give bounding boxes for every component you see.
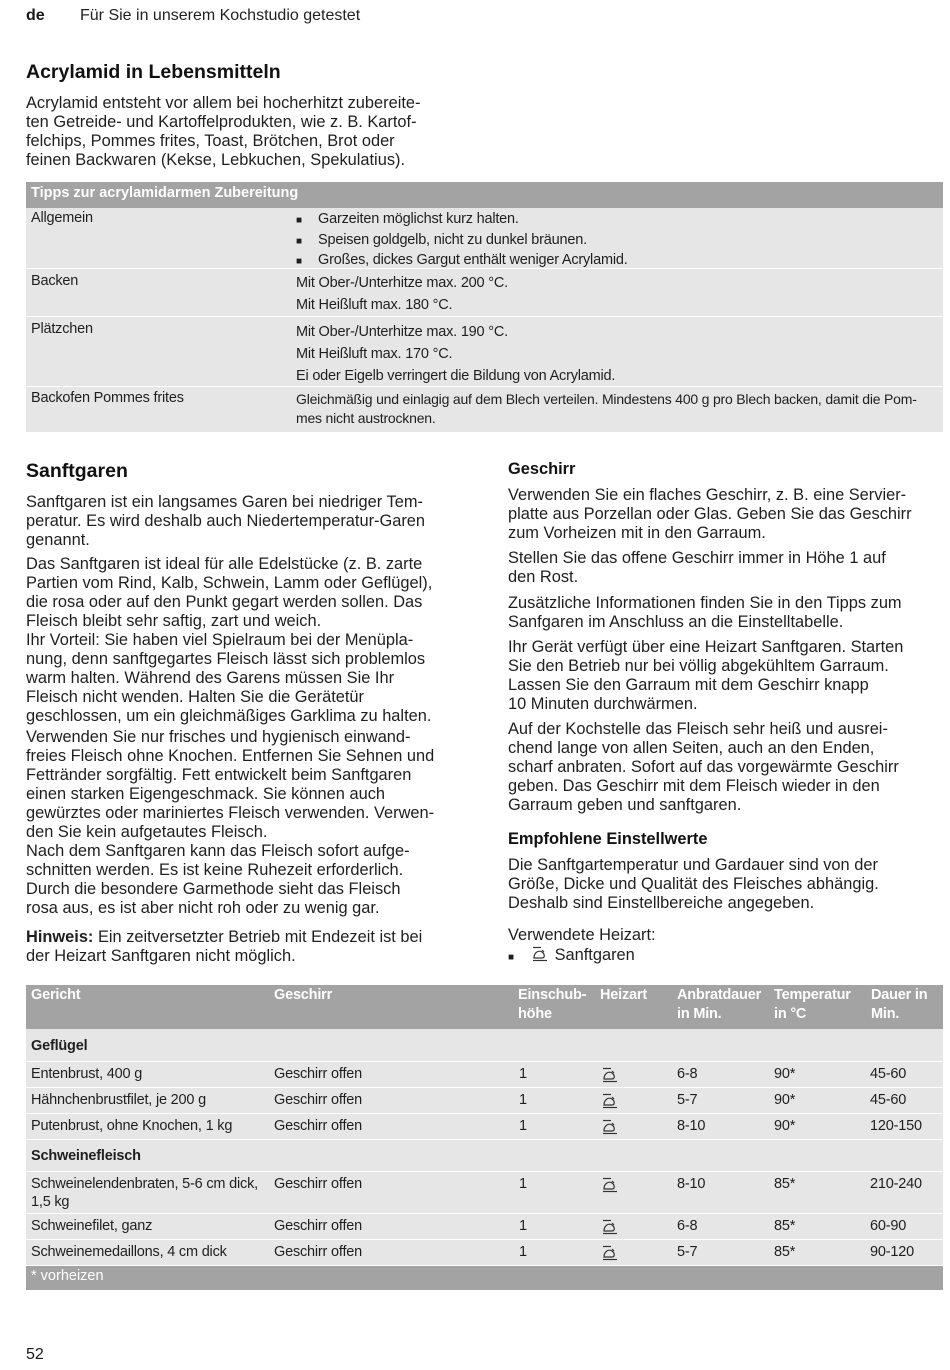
- tips-row-label: Allgemein: [31, 210, 93, 226]
- col-header-geschirr: Geschirr: [274, 987, 333, 1003]
- text-line: Partien vom Rind, Kalb, Schwein, Lamm oder Geflügel),: [26, 574, 433, 592]
- tips-table-title: Tipps zur acrylamidarmen Zubereitung: [31, 185, 299, 201]
- text-line: Nach dem Sanftgaren kann das Fleisch sofort aufge-: [26, 842, 410, 860]
- slow-cook-icon: [530, 946, 550, 962]
- cell-gericht: [31, 1175, 258, 1211]
- slow-cook-icon: [600, 1093, 620, 1109]
- text-line: Sanfgaren im Anschluss an die Einstelltabelle.: [508, 613, 844, 631]
- bullet-item: ■ Speisen goldgelb, nicht zu dunkel bräunen.: [296, 231, 628, 252]
- row-divider: [26, 1061, 943, 1062]
- text-line: Entenbrust, 400 g: [31, 1066, 143, 1082]
- text-line: Schweinefilet, ganz: [31, 1218, 153, 1234]
- cell-geschirr: Geschirr offen: [274, 1244, 363, 1260]
- text-line: peratur. Es wird deshalb auch Niedertemperatur-Garen: [26, 512, 426, 530]
- text-line: Deshalb sind Einstellbereiche angegeben.: [508, 894, 815, 912]
- sanftgaren-paragraph: [26, 493, 425, 550]
- slow-cook-icon: [600, 1067, 620, 1083]
- tips-row-content: [296, 390, 917, 428]
- bullet-square-icon: ■: [296, 256, 302, 267]
- slow-cook-icon: [600, 1119, 620, 1135]
- cell-geschirr: Geschirr offen: [274, 1066, 363, 1082]
- text-line: einen starken Eigengeschmack. Sie können auch: [26, 785, 386, 803]
- text-line: Schweinelendenbraten, 5-6 cm dick,: [31, 1176, 258, 1192]
- cell-temperatur: 90*: [774, 1092, 796, 1108]
- cell-dauer: 45-60: [870, 1066, 907, 1082]
- cell-anbratdauer: 8-10: [677, 1176, 706, 1192]
- text-line: felchips, Pommes frites, Toast, Brötchen, Brot oder: [26, 132, 395, 150]
- text-line: Stellen Sie das offene Geschirr immer in Höhe 1 auf: [508, 549, 886, 567]
- text-line: Größe, Dicke und Qualität des Fleisches abhängig.: [508, 875, 879, 893]
- text-line: den Sie kein aufgetautes Fleisch.: [26, 823, 268, 841]
- row-divider: [26, 1113, 943, 1114]
- sanftgaren-heading: Sanftgaren: [26, 460, 128, 482]
- text-line: Garraum geben und sanftgaren.: [508, 796, 742, 814]
- cell-anbratdauer: 5-7: [677, 1092, 698, 1108]
- acrylamid-text: [26, 94, 420, 170]
- cell-geschirr: Geschirr offen: [274, 1092, 363, 1108]
- geschirr-paragraph: [508, 638, 903, 714]
- cell-gericht: [31, 1117, 232, 1135]
- text-line: Acrylamid entsteht vor allem bei hocherhitzt zubereite-: [26, 94, 421, 112]
- row-divider: [26, 316, 943, 317]
- text-line: Putenbrust, ohne Knochen, 1 kg: [31, 1118, 233, 1134]
- text-line: scharf anbraten. Sofort auf das vorgewärmte Geschirr: [508, 758, 899, 776]
- slow-cook-icon: [600, 1177, 620, 1193]
- acrylamid-heading: Acrylamid in Lebensmitteln: [26, 61, 281, 83]
- text-line: mes nicht austrocknen.: [296, 410, 436, 426]
- cell-temperatur: 85*: [774, 1176, 796, 1192]
- bullet-square-icon: ■: [508, 952, 515, 963]
- geschirr-paragraph: [508, 486, 912, 543]
- cell-dauer: 90-120: [870, 1244, 914, 1260]
- text-line: gewürztes oder mariniertes Fleisch verwenden. Verwen-: [26, 804, 435, 822]
- cell-hoehe: 1: [519, 1118, 527, 1134]
- sanftgaren-paragraph: [26, 631, 431, 726]
- text-line: Durch die besondere Garmethode sieht das Fleisch: [26, 880, 401, 898]
- bullet-item: ■ Garzeiten möglichst kurz halten.: [296, 210, 628, 231]
- bullet-square-icon: ■: [296, 215, 302, 226]
- cell-temperatur: 90*: [774, 1066, 796, 1082]
- heizart-label: Verwendete Heizart:: [508, 926, 656, 944]
- text-line: Mit Heißluft max. 170 °C.: [296, 346, 453, 362]
- row-divider: [26, 1087, 943, 1088]
- text-line: Ihr Gerät verfügt über eine Heizart Sanftgaren. Starten: [508, 638, 904, 656]
- heizart-item: ■ Sanftgaren: [508, 946, 635, 967]
- tips-row-label: Plätzchen: [31, 321, 93, 337]
- text-line: geben. Das Geschirr mit dem Fleisch wieder in den: [508, 777, 880, 795]
- tips-row-label: Backen: [31, 273, 79, 289]
- cell-hoehe: 1: [519, 1092, 527, 1108]
- settings-table-header: [26, 985, 943, 1029]
- text-line: feinen Backwaren (Kekse, Lebkuchen, Spekulatius).: [26, 151, 406, 169]
- footnote: * vorheizen: [31, 1268, 104, 1284]
- text-line: Verwenden Sie ein flaches Geschirr, z. B. eine Servier-: [508, 486, 907, 504]
- page-header-title: Für Sie in unserem Kochstudio getestet: [80, 7, 361, 24]
- sanftgaren-paragraph: [26, 555, 432, 631]
- cell-anbratdauer: 6-8: [677, 1218, 698, 1234]
- text-line: Schweinemedaillons, 4 cm dick: [31, 1244, 227, 1260]
- cell-dauer: 210-240: [870, 1176, 922, 1192]
- text-line: Zusätzliche Informationen finden Sie in den Tipps zum: [508, 594, 902, 612]
- row-divider: [26, 1139, 943, 1140]
- text-line: Hinweis: Ein zeitversetzter Betrieb mit Endezeit ist bei: [26, 928, 423, 946]
- text-line: Sanftgaren ist ein langsames Garen bei niedriger Tem-: [26, 493, 423, 511]
- cell-hoehe: 1: [519, 1244, 527, 1260]
- cell-temperatur: 90*: [774, 1118, 796, 1134]
- col-header-hoehe: Einschub- höhe: [518, 987, 587, 1022]
- text-line: Gleichmäßig und einlagig auf dem Blech verteilen. Mindestens 400 g pro Blech backen, damit die Pom-: [296, 391, 917, 407]
- cell-gericht: [31, 1217, 152, 1235]
- cell-temperatur: 85*: [774, 1244, 796, 1260]
- text-line: Verwenden Sie nur frisches und hygienisch einwand-: [26, 728, 411, 746]
- bullet-square-icon: ■: [296, 235, 302, 247]
- geschirr-heading: Geschirr: [508, 460, 576, 478]
- cell-geschirr: Geschirr offen: [274, 1176, 363, 1192]
- text-line: 10 Minuten durchwärmen.: [508, 695, 698, 713]
- text-line: Die Sanftgartemperatur und Gardauer sind von der: [508, 856, 878, 874]
- text-line: Hähnchenbrustfilet, je 200 g: [31, 1092, 206, 1108]
- cell-geschirr: Geschirr offen: [274, 1118, 363, 1134]
- einstellwerte-paragraph: [508, 856, 879, 913]
- text-line: genannt.: [26, 531, 90, 549]
- table-group-heading: Schweinefleisch: [31, 1148, 141, 1164]
- geschirr-paragraph: [508, 594, 902, 632]
- cell-dauer: 60-90: [870, 1218, 907, 1234]
- cell-hoehe: 1: [519, 1176, 527, 1192]
- text-line: Mit Ober-/Unterhitze max. 190 °C.: [296, 324, 508, 340]
- sanftgaren-paragraph: [26, 728, 434, 842]
- cell-gericht: [31, 1091, 206, 1109]
- slow-cook-icon: [600, 1219, 620, 1235]
- hinweis-note: [26, 928, 422, 966]
- cell-dauer: 45-60: [870, 1092, 907, 1108]
- text-line: freies Fleisch ohne Knochen. Entfernen Sie Sehnen und: [26, 747, 435, 765]
- row-divider: [26, 1213, 943, 1214]
- cell-anbratdauer: 8-10: [677, 1118, 706, 1134]
- text-line: Das Sanftgaren ist ideal für alle Edelstücke (z. B. zarte: [26, 555, 423, 573]
- bullet-item: ■ Großes, dickes Gargut enthält weniger Acrylamid.: [296, 251, 628, 272]
- settings-table-footer: [26, 1266, 943, 1290]
- text-line: geschlossen, um ein gleichmäßiges Garklima zu halten.: [26, 707, 432, 725]
- text-line: zum Vorheizen mit in den Garraum.: [508, 524, 766, 542]
- cell-hoehe: 1: [519, 1218, 527, 1234]
- cell-hoehe: 1: [519, 1066, 527, 1082]
- col-header-dauer: Dauer in Min.: [871, 987, 928, 1022]
- cell-dauer: 120-150: [870, 1118, 922, 1134]
- cell-geschirr: Geschirr offen: [274, 1218, 363, 1234]
- text-line: der Heizart Sanftgaren nicht möglich.: [26, 947, 296, 965]
- tips-row-label: Backofen Pommes frites: [31, 390, 184, 406]
- text-line: Auf der Kochstelle das Fleisch sehr heiß und ausrei-: [508, 720, 888, 738]
- text-line: rosa aus, es ist aber nicht roh oder zu wenig gar.: [26, 899, 380, 917]
- tips-table-header: [26, 182, 943, 208]
- cell-anbratdauer: 5-7: [677, 1244, 698, 1260]
- text-line: nung, denn sanftgegartes Fleisch lässt sich problemlos: [26, 650, 426, 668]
- row-divider: [26, 1239, 943, 1240]
- text-line: warm halten. Während des Garens müssen Sie Ihr: [26, 669, 395, 687]
- text-line: Mit Ober-/Unterhitze max. 200 °C.: [296, 275, 508, 291]
- page-number: 52: [26, 1346, 44, 1363]
- text-line: chend lange von allen Seiten, auch an den Enden,: [508, 739, 875, 757]
- table-group-heading: Geflügel: [31, 1038, 88, 1054]
- text-line: platte aus Porzellan oder Glas. Geben Sie das Geschirr: [508, 505, 912, 523]
- slow-cook-icon: [600, 1245, 620, 1261]
- text-line: den Rost.: [508, 568, 579, 586]
- cell-anbratdauer: 6-8: [677, 1066, 698, 1082]
- tips-row-content: [296, 210, 628, 272]
- text-line: Ihr Vorteil: Sie haben viel Spielraum bei der Menüpla-: [26, 631, 414, 649]
- text-line: Fettränder sorgfältig. Fett entwickelt beim Sanftgaren: [26, 766, 412, 784]
- text-line: schnitten werden. Es ist keine Ruhezeit erforderlich.: [26, 861, 404, 879]
- text-line: Lassen Sie den Garraum mit dem Geschirr knapp: [508, 676, 869, 694]
- tips-row-content: [296, 321, 615, 387]
- text-line: Fleisch bleibt sehr saftig, zart und weich.: [26, 612, 322, 630]
- geschirr-paragraph: [508, 720, 899, 815]
- col-header-temperatur: Temperatur in °C: [774, 987, 851, 1022]
- text-line: ten Getreide- und Kartoffelprodukten, wie z. B. Kartof-: [26, 113, 417, 131]
- col-header-anbratdauer: Anbratdauer in Min.: [677, 987, 762, 1022]
- row-divider: [26, 1171, 943, 1172]
- sanftgaren-paragraph: [26, 842, 410, 918]
- language-code: de: [26, 7, 45, 24]
- text-line: die rosa oder auf den Punkt gegart werden sollen. Das: [26, 593, 423, 611]
- cell-gericht: [31, 1065, 142, 1083]
- einstellwerte-heading: Empfohlene Einstellwerte: [508, 830, 708, 848]
- hinweis-label: Hinweis:: [26, 928, 94, 946]
- text-line: Fleisch nicht wenden. Halten Sie die Gerätetür: [26, 688, 365, 706]
- text-line: Mit Heißluft max. 180 °C.: [296, 296, 453, 313]
- cell-gericht: [31, 1243, 227, 1261]
- text-line: 1,5 kg: [31, 1194, 70, 1210]
- text-line: Sie den Betrieb nur bei völlig abgekühltem Garraum.: [508, 657, 889, 675]
- geschirr-paragraph: [508, 549, 886, 587]
- col-header-gericht: Gericht: [31, 987, 81, 1003]
- settings-table-body: [26, 1029, 943, 1266]
- tips-row-content: [296, 273, 508, 316]
- text-line: Ei oder Eigelb verringert die Bildung von Acrylamid.: [296, 368, 616, 384]
- cell-temperatur: 85*: [774, 1218, 796, 1234]
- col-header-heizart: Heizart: [600, 987, 647, 1003]
